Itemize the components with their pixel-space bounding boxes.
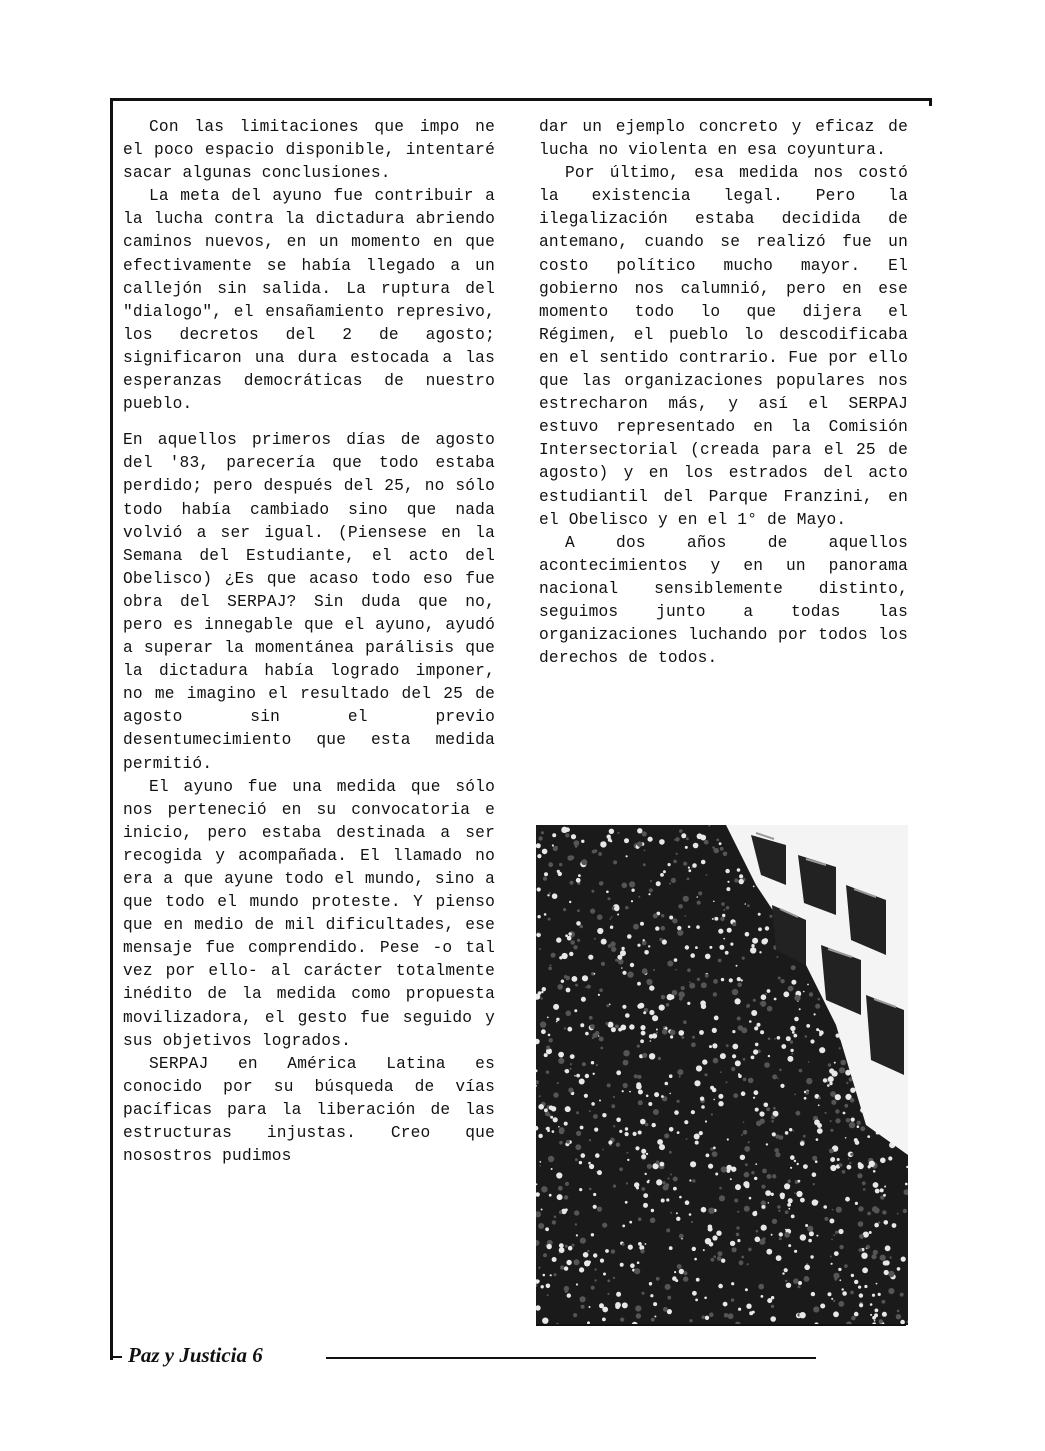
right-text-column xyxy=(539,116,908,670)
crowd-photo-image xyxy=(536,825,908,1325)
page-frame-right-tick xyxy=(929,98,932,106)
footer-lead-rule xyxy=(110,1356,122,1358)
page-frame-top-rule xyxy=(110,98,932,101)
right-paragraph-1: dar un ejemplo concreto y eficaz de lucha no violenta en esa coyuntura. xyxy=(539,118,908,160)
page-number: 6 xyxy=(252,1343,263,1367)
footer-trail-rule xyxy=(326,1357,816,1359)
page-frame-left-rule xyxy=(110,98,113,1360)
photo-bottom-rule xyxy=(536,1324,906,1326)
right-paragraph-2: Por último, esa medida nos costó la existencia legal. Pero la ilegalización estaba decidida de antemano, cuando se realizó fue un costo político mucho mayor. El gobierno nos calumnió, pero en ese momento todo lo que dijera el Régimen, el pueblo lo descodificaba en el sentido contrario. Fue por ello que las organizaciones populares nos estrecharon más, y así el SERPAJ estuvo representado en la Comisión Intersectorial (creada para el 25 de agosto) y en los estrados del acto estudiantil del Parque Franzini, en el Obelisco y en el 1° de Mayo. xyxy=(539,164,908,529)
left-text-column xyxy=(123,116,495,1168)
left-paragraph-4: El ayuno fue una medida que sólo nos perteneció en su convocatoria e inicio, pero estaba destinada a ser recogida y acompañada. El llamado no era a que ayune todo el mundo, sino a que todo el mundo proteste. Y pienso que en medio de mil dificultades, ese mensaje fue comprendido. Pese -o tal vez por ello- al carácter totalmente inédito de la medida como propuesta movilizadora, el gesto fue seguido y sus objetivos logrados. xyxy=(123,777,495,1050)
left-paragraph-2: La meta del ayuno fue contribuir a la lucha contra la dictadura abriendo caminos nuevos, en un momento en que efectivamente se había llegado a un callejón sin salida. La ruptura del "dialogo", el ensañamiento represivo, los decretos del 2 de agosto; significaron una dura estocada a las esperanzas democráticas de nuestro pueblo. xyxy=(123,187,495,414)
left-paragraph-1: Con las limitaciones que impo ne el poco espacio disponible, intentaré sacar algunas conclusiones. xyxy=(123,118,495,183)
publication-name: Paz y Justicia xyxy=(128,1343,247,1367)
page-footer xyxy=(110,1342,830,1370)
footer-publication-label xyxy=(128,1342,263,1368)
crowd-photo xyxy=(536,825,908,1325)
left-paragraph-3: En aquellos primeros días de agosto del '83, parecería que todo estaba perdido; pero después del 25, no sólo todo había cambiado sino que nada volvió a ser igual. (Piensese en la Semana del Estudiante, el acto del Obelisco) ¿Es que acaso todo eso fue obra del SERPAJ? Sin duda que no, pero es innegable que el ayuno, ayudó a superar la momentánea parálisis que la dictadura había logrado imponer, no me imagino el resultado del 25 de agosto sin el previo desentumecimiento que esta medida permitió. xyxy=(123,431,495,773)
left-paragraph-5: SERPAJ en América Latina es conocido por su búsqueda de vías pacíficas para la liberación de las estructuras injustas. Creo que nosostros pudimos xyxy=(123,1054,495,1166)
right-paragraph-3: A dos años de aquellos acontecimientos y en un panorama nacional sensiblemente distinto, seguimos junto a todas las organizaciones luchando por todos los derechos de todos. xyxy=(539,533,908,668)
